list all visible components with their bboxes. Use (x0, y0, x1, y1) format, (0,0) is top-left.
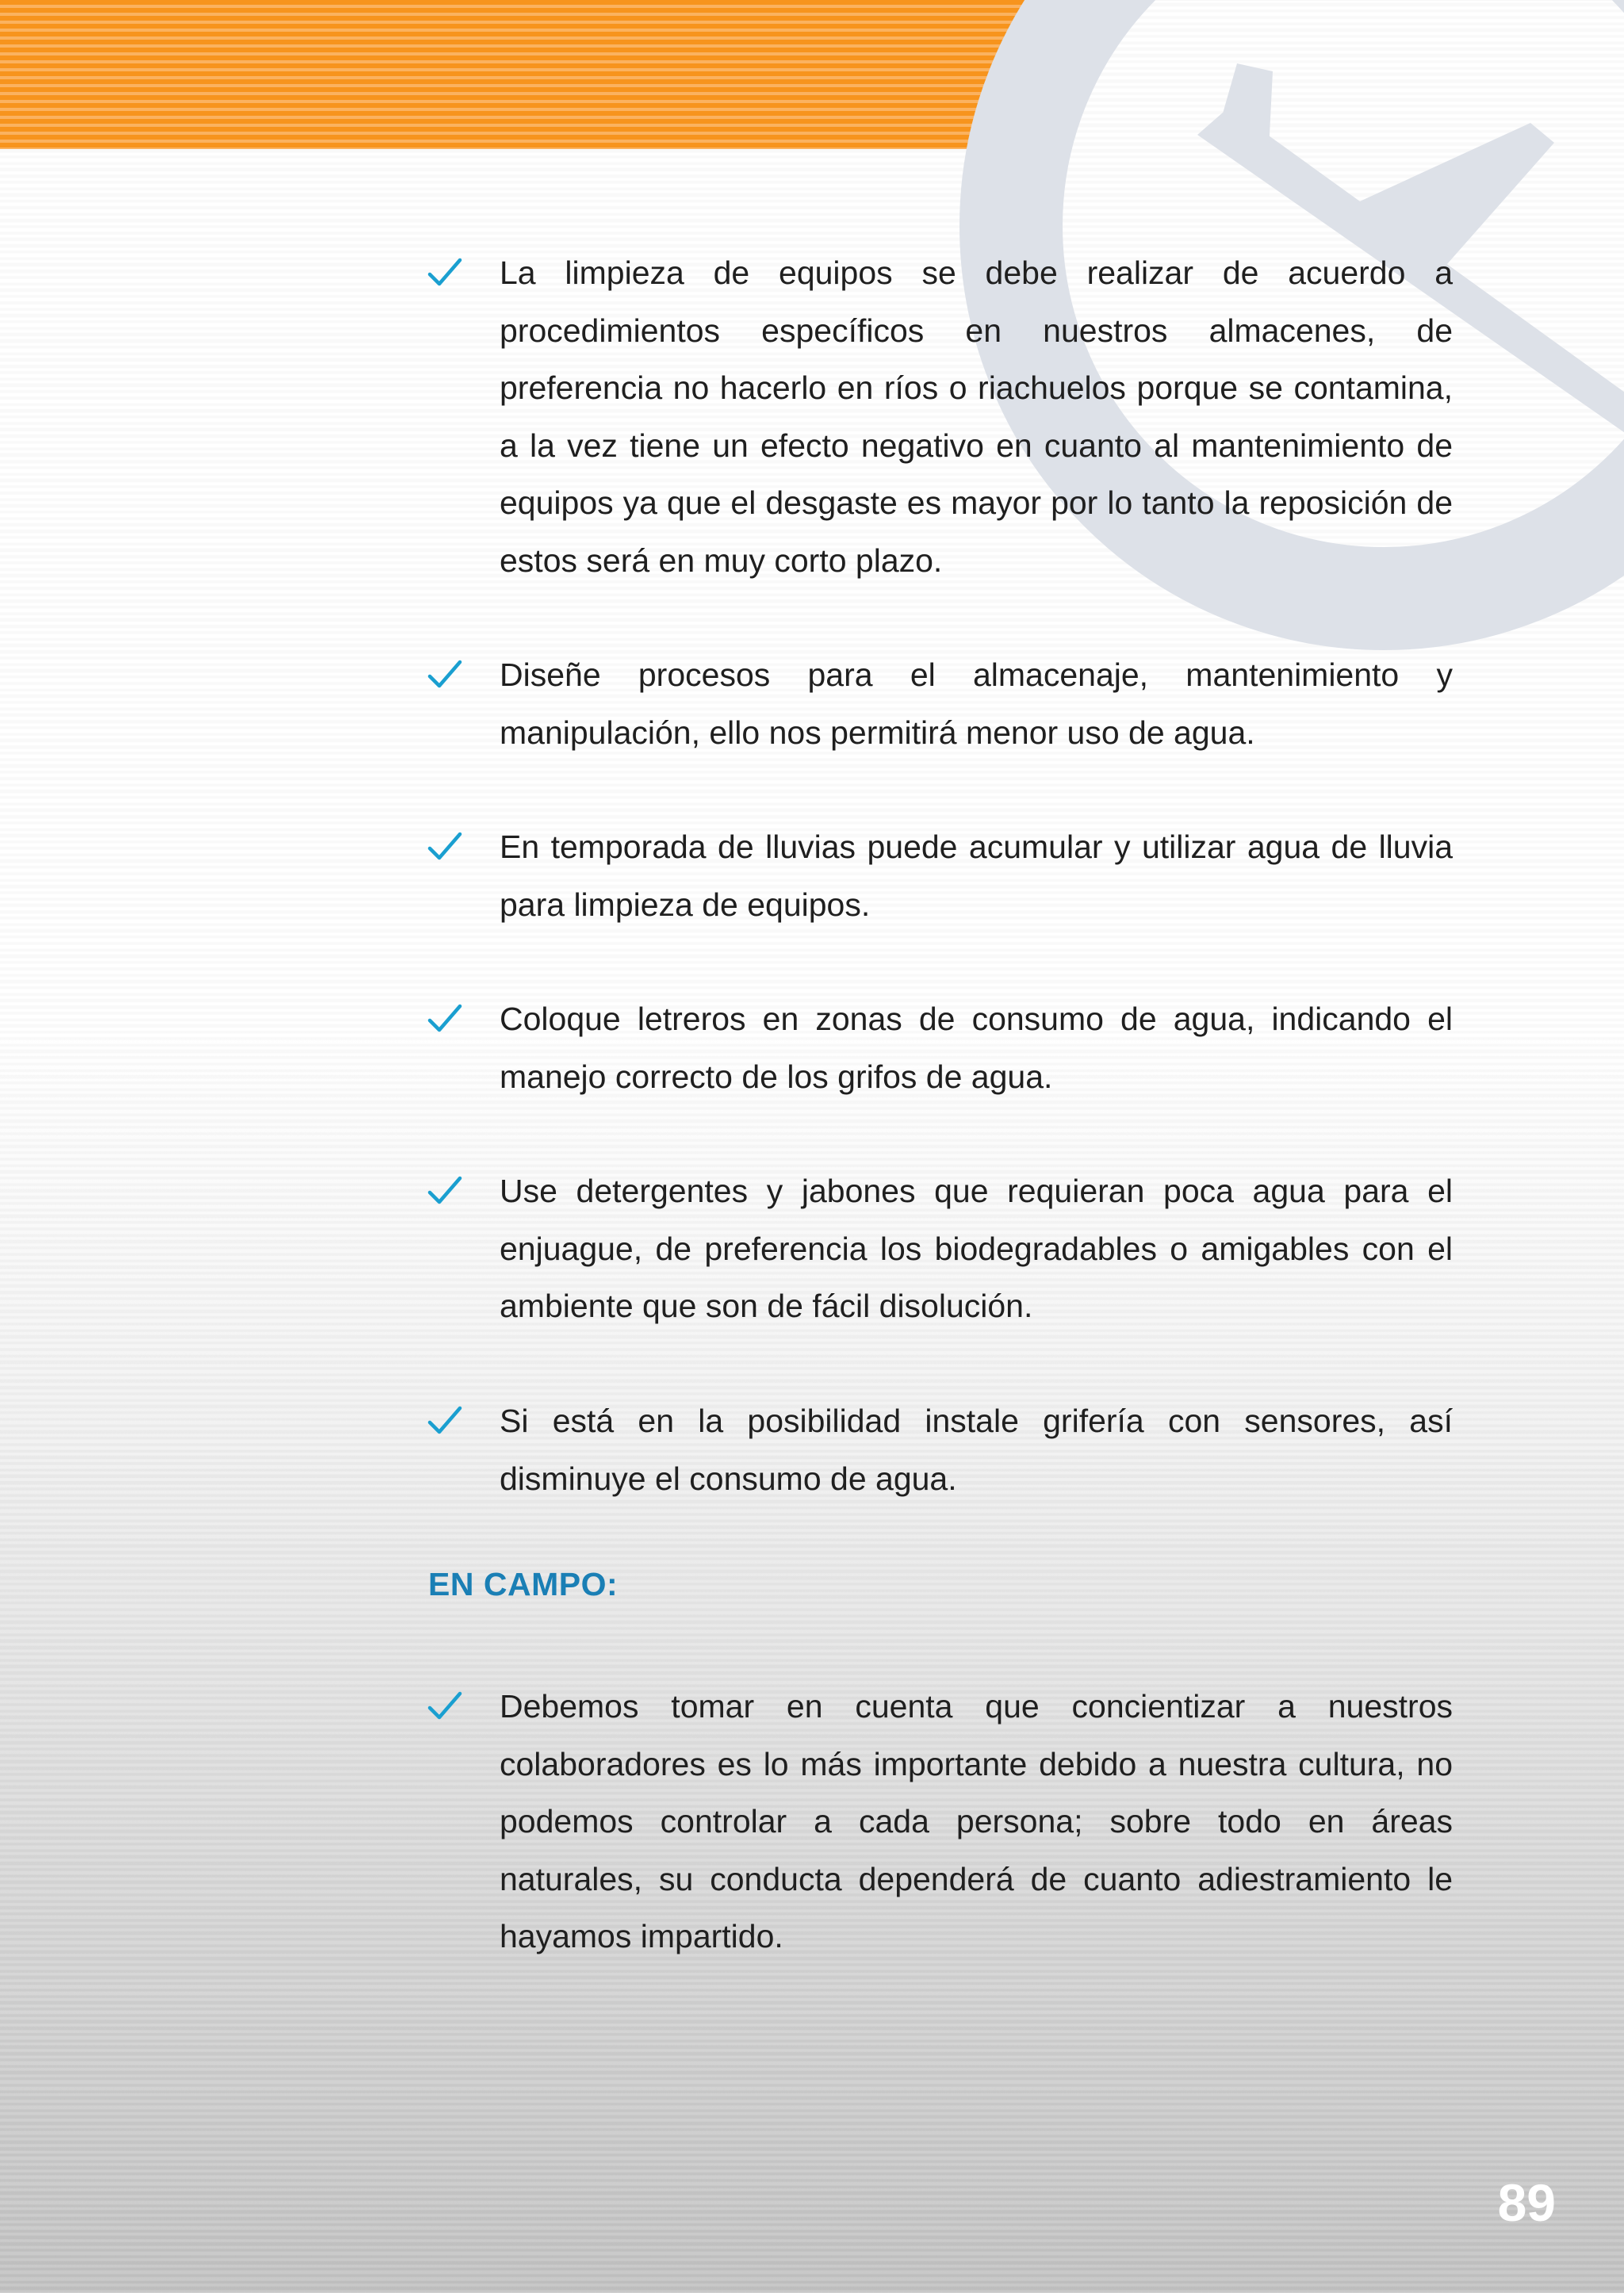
check-icon (427, 255, 463, 292)
list-item-text: Use detergentes y jabones que requieran poca agua para el enjuague, de preferencia los biodegradables o amigables con el ambiente que son de fácil disolución. (500, 1173, 1453, 1324)
list-item-text: Coloque letreros en zonas de consumo de agua, indicando el manejo correcto de los grifos de agua. (500, 1001, 1453, 1095)
list-item (427, 1162, 1453, 1335)
check-icon (427, 1173, 463, 1210)
section-heading: EN CAMPO: (428, 1566, 619, 1602)
check-icon (427, 1001, 463, 1038)
list-item (427, 1392, 1453, 1507)
list-item (427, 990, 1453, 1105)
check-icon (427, 657, 463, 694)
list-item (427, 646, 1453, 761)
list-item (427, 244, 1453, 589)
list-item (427, 1678, 1453, 1966)
check-icon (427, 829, 463, 866)
list-item-text: La limpieza de equipos se debe realizar de acuerdo a procedimientos específicos en nuestros almacenes, de preferencia no hacerlo en ríos o riachuelos porque se contamina, a la vez tiene un efecto negativo en cuanto al mantenimiento de equipos ya que el desgaste es mayor por lo tanto la reposición de estos será en muy corto plazo. (500, 255, 1453, 579)
list-item (427, 818, 1453, 933)
list-item-text: Debemos tomar en cuenta que concientizar a nuestros colaboradores es lo más importante debido a nuestra cultura, no podemos controlar a cada persona; sobre todo en áreas naturales, su conducta dependerá de cuanto adiestramiento le hayamos impartido. (500, 1688, 1453, 1954)
list-item-text: En temporada de lluvias puede acumular y utilizar agua de lluvia para limpieza de equipos. (500, 829, 1453, 923)
page-number: 89 (1497, 2173, 1556, 2232)
list-item-text: Si está en la posibilidad instale grifería con sensores, así disminuye el consumo de agua. (500, 1403, 1453, 1497)
check-icon (427, 1689, 463, 1725)
check-icon (427, 1403, 463, 1440)
list-item-text: Diseñe procesos para el almacenaje, mantenimiento y manipulación, ello nos permitirá menor uso de agua. (500, 657, 1453, 751)
